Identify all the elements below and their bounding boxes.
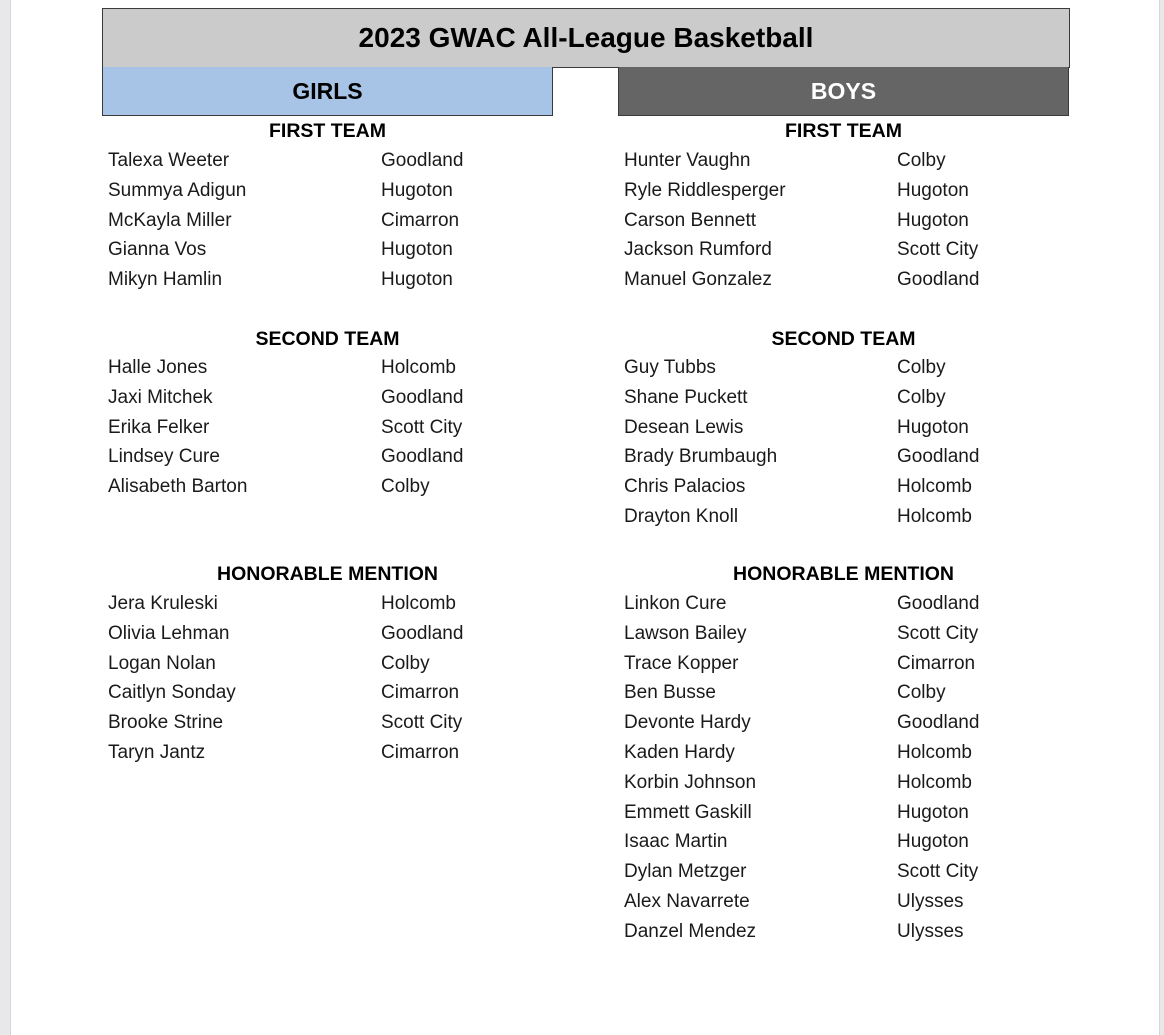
player-name: Erika Felker xyxy=(108,416,210,438)
player-school: Ulysses xyxy=(897,890,964,912)
player-name: Dylan Metzger xyxy=(624,861,747,883)
player-name: McKayla Miller xyxy=(108,209,232,231)
player-name: Halle Jones xyxy=(108,357,208,378)
player-name: Brady Brumbaugh xyxy=(624,446,778,468)
player-school: Holcomb xyxy=(897,476,972,498)
player-name: Desean Lewis xyxy=(624,416,744,438)
girls-second-team-title: SECOND TEAM xyxy=(255,328,400,350)
player-name: Emmett Gaskill xyxy=(624,801,752,823)
player-row xyxy=(618,413,1069,443)
player-school: Hugoton xyxy=(381,239,453,261)
player-row xyxy=(618,472,1069,502)
player-row xyxy=(102,146,553,176)
player-name: Mikyn Hamlin xyxy=(108,269,223,291)
player-school: Hugoton xyxy=(381,269,453,291)
player-school: Goodland xyxy=(897,712,980,734)
player-row xyxy=(102,235,553,265)
player-row xyxy=(618,383,1069,413)
player-name: Brooke Strine xyxy=(108,712,224,734)
player-name: Caitlyn Sonday xyxy=(108,682,236,704)
player-row xyxy=(618,589,1069,619)
player-school: Colby xyxy=(897,682,946,704)
player-row xyxy=(618,502,1069,532)
player-name: Logan Nolan xyxy=(108,652,216,674)
girls-honorable-mention-title: HONORABLE MENTION xyxy=(217,563,438,585)
player-name: Shane Puckett xyxy=(624,386,748,408)
player-name: Devonte Hardy xyxy=(624,712,751,734)
player-row xyxy=(618,265,1069,295)
player-name: Ben Busse xyxy=(624,682,716,704)
player-school: Scott City xyxy=(897,239,979,261)
player-school: Goodland xyxy=(897,593,980,614)
player-row xyxy=(618,649,1069,679)
player-row xyxy=(102,678,553,708)
player-school: Colby xyxy=(381,476,430,498)
player-school: Holcomb xyxy=(897,771,972,793)
player-school: Cimarron xyxy=(897,652,976,674)
player-school: Holcomb xyxy=(897,505,972,527)
player-row xyxy=(102,413,553,443)
player-name: Danzel Mendez xyxy=(624,920,757,942)
player-name: Hunter Vaughn xyxy=(624,150,751,171)
player-name: Summya Adigun xyxy=(108,179,247,201)
player-name: Carson Bennett xyxy=(624,209,757,231)
player-school: Cimarron xyxy=(381,741,460,763)
player-school: Hugoton xyxy=(897,831,969,853)
player-name: Olivia Lehman xyxy=(108,622,230,644)
player-school: Cimarron xyxy=(381,209,460,231)
player-name: Ryle Riddlesperger xyxy=(624,179,786,201)
page-title: 2023 GWAC All-League Basketball xyxy=(102,8,1070,68)
player-name: Lindsey Cure xyxy=(108,446,220,468)
player-row xyxy=(102,738,553,768)
player-name: Drayton Knoll xyxy=(624,505,739,527)
player-row xyxy=(102,353,553,383)
player-school: Scott City xyxy=(381,712,463,734)
player-row xyxy=(618,206,1069,236)
player-name: Korbin Johnson xyxy=(624,771,757,793)
boys-honorable-mention-title: HONORABLE MENTION xyxy=(733,563,954,585)
player-school: Goodland xyxy=(381,622,464,644)
player-school: Colby xyxy=(897,386,946,408)
player-name: Jaxi Mitchek xyxy=(108,386,213,408)
player-name: Jera Kruleski xyxy=(108,593,218,614)
player-row xyxy=(618,917,1069,947)
player-school: Scott City xyxy=(381,416,463,438)
player-row xyxy=(618,146,1069,176)
player-row xyxy=(618,738,1069,768)
boys-first-team-list xyxy=(618,146,1069,295)
player-row xyxy=(618,678,1069,708)
player-row xyxy=(102,589,553,619)
player-row xyxy=(618,798,1069,828)
player-name: Linkon Cure xyxy=(624,593,727,614)
player-name: Gianna Vos xyxy=(108,239,207,261)
boys-header: BOYS xyxy=(618,67,1069,116)
player-name: Alisabeth Barton xyxy=(108,476,248,498)
girls-header: GIRLS xyxy=(102,67,553,116)
boys-second-team-list xyxy=(618,353,1069,532)
player-row xyxy=(618,827,1069,857)
player-name: Manuel Gonzalez xyxy=(624,269,772,291)
player-name: Talexa Weeter xyxy=(108,150,230,171)
player-row xyxy=(102,383,553,413)
player-school: Goodland xyxy=(381,150,464,171)
player-school: Hugoton xyxy=(381,179,453,201)
girls-first-team-list xyxy=(102,146,553,295)
boys-honorable-mention-list xyxy=(618,589,1069,947)
player-school: Goodland xyxy=(897,269,980,291)
player-row xyxy=(102,265,553,295)
boys-second-team-title: SECOND TEAM xyxy=(771,328,916,350)
player-school: Hugoton xyxy=(897,209,969,231)
player-row xyxy=(618,442,1069,472)
player-school: Holcomb xyxy=(897,741,972,763)
player-row xyxy=(618,768,1069,798)
player-row xyxy=(618,857,1069,887)
player-school: Colby xyxy=(381,652,430,674)
player-name: Alex Navarrete xyxy=(624,890,750,912)
girls-second-team-list xyxy=(102,353,553,502)
player-school: Hugoton xyxy=(897,416,969,438)
player-school: Colby xyxy=(897,357,946,378)
player-name: Chris Palacios xyxy=(624,476,746,498)
player-name: Trace Kopper xyxy=(624,652,739,674)
document-page xyxy=(10,0,1160,1035)
girls-honorable-mention-list xyxy=(102,589,553,768)
player-name: Kaden Hardy xyxy=(624,741,735,763)
girls-first-team-title: FIRST TEAM xyxy=(269,120,386,142)
player-row xyxy=(618,619,1069,649)
boys-first-team-title: FIRST TEAM xyxy=(785,120,902,142)
player-row xyxy=(618,708,1069,738)
player-row xyxy=(102,206,553,236)
player-school: Holcomb xyxy=(381,357,456,378)
player-row xyxy=(102,708,553,738)
player-row xyxy=(618,887,1069,917)
player-school: Scott City xyxy=(897,622,979,644)
player-school: Cimarron xyxy=(381,682,460,704)
player-row xyxy=(102,649,553,679)
player-row xyxy=(618,176,1069,206)
player-row xyxy=(618,235,1069,265)
player-school: Hugoton xyxy=(897,179,969,201)
player-school: Ulysses xyxy=(897,920,964,942)
player-row xyxy=(618,353,1069,383)
player-school: Goodland xyxy=(381,446,464,468)
player-school: Scott City xyxy=(897,861,979,883)
player-row xyxy=(102,442,553,472)
player-school: Colby xyxy=(897,150,946,171)
player-name: Lawson Bailey xyxy=(624,622,747,644)
player-school: Hugoton xyxy=(897,801,969,823)
player-school: Goodland xyxy=(381,386,464,408)
player-row xyxy=(102,472,553,502)
player-name: Jackson Rumford xyxy=(624,239,772,261)
player-school: Goodland xyxy=(897,446,980,468)
player-row xyxy=(102,176,553,206)
player-name: Isaac Martin xyxy=(624,831,728,853)
player-name: Taryn Jantz xyxy=(108,741,206,763)
player-school: Holcomb xyxy=(381,593,456,614)
player-row xyxy=(102,619,553,649)
player-name: Guy Tubbs xyxy=(624,357,716,378)
